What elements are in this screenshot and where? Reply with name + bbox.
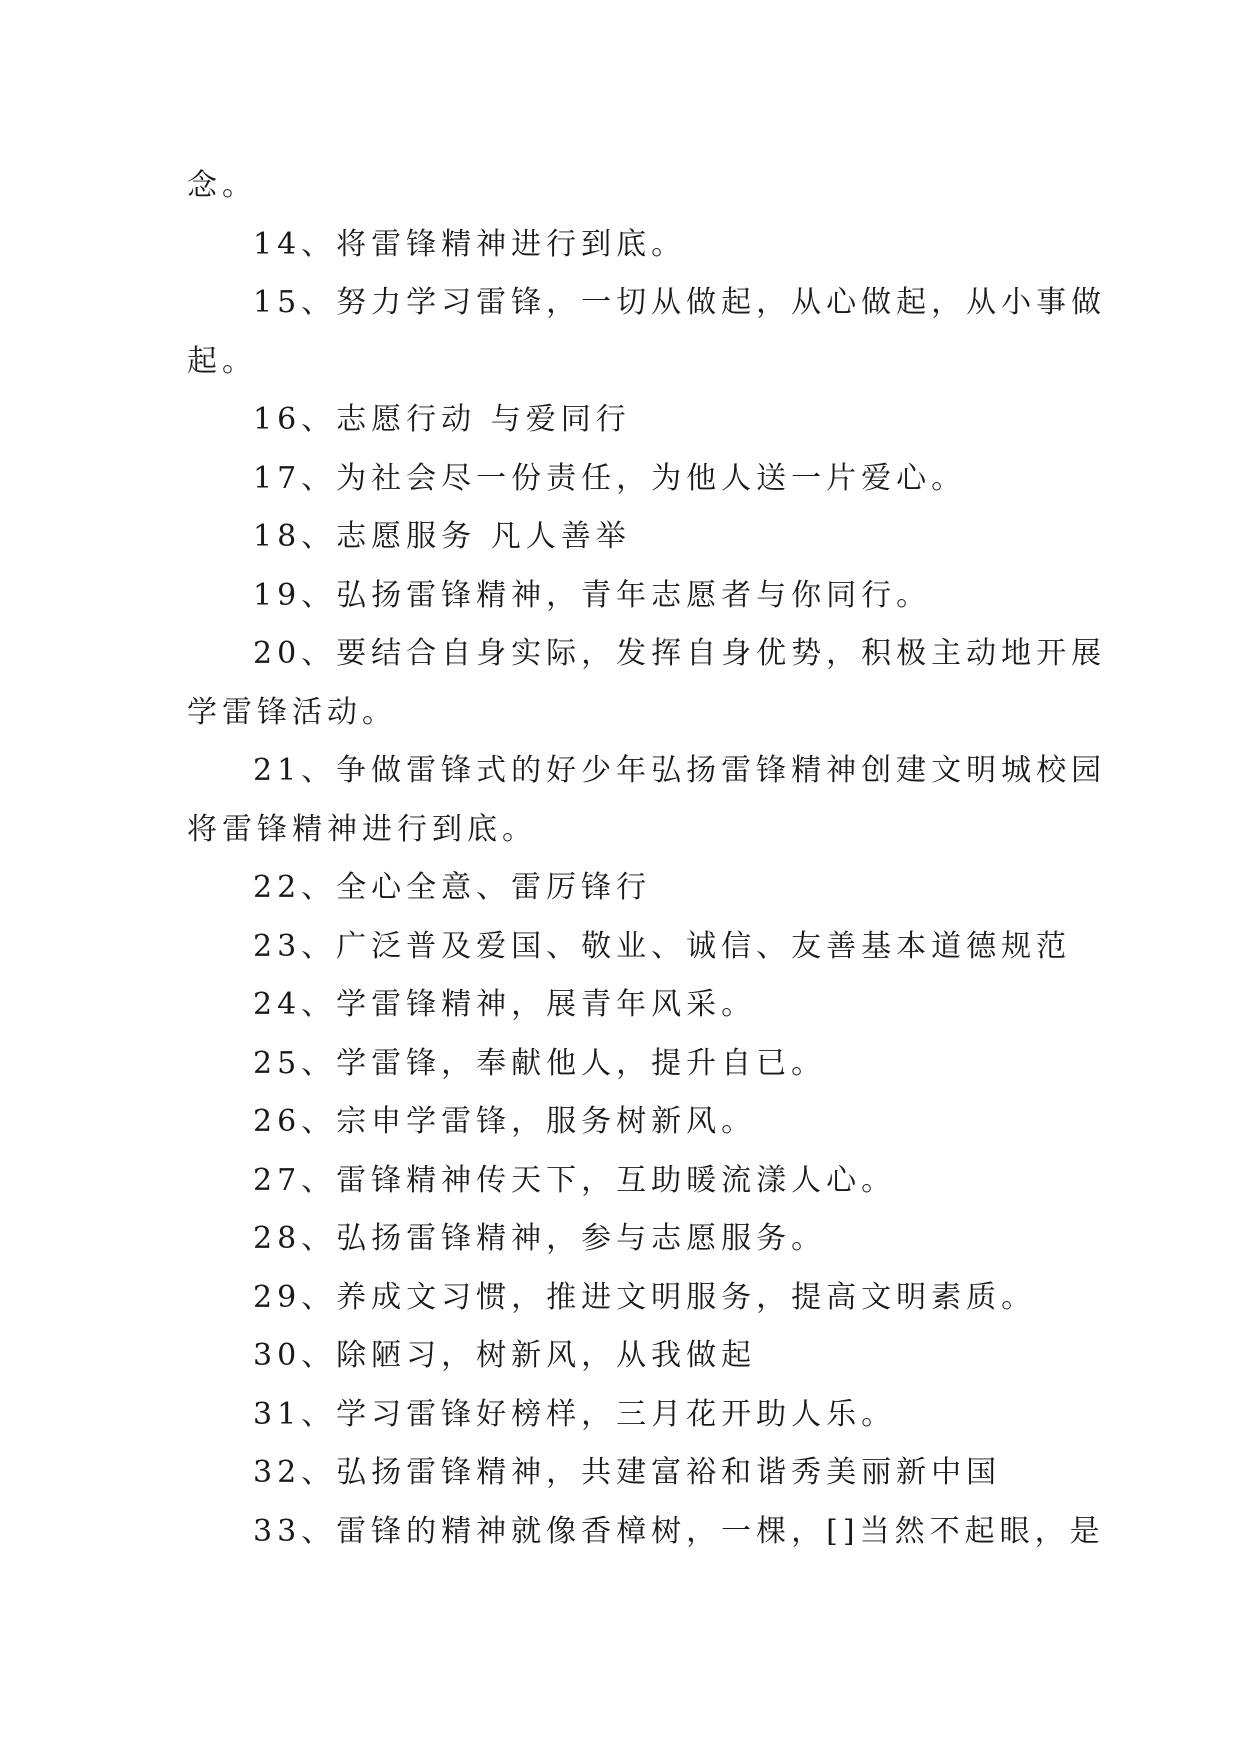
text-line: 19、弘扬雷锋精神，青年志愿者与你同行。 [253,577,932,613]
text-line: 15、努力学习雷锋，一切从做起，从心做起，从小事做 [253,285,1107,320]
text-line: 23、广泛普及爱国、敬业、诚信、友善基本道德规范 [253,928,1072,964]
text-line: 28、弘扬雷锋精神，参与志愿服务。 [253,1221,827,1256]
text-line: 32、弘扬雷锋精神，共建富裕和谐秀美丽新中国 [253,1455,1002,1490]
text-line: 起。 [187,343,257,379]
text-line: 17、为社会尽一份责任，为他人送一片爱心。 [253,460,967,496]
text-line: 14、将雷锋精神进行到底。 [253,226,687,262]
text-line: 16、志愿行动 与爱同行 [253,402,631,437]
text-line: 学雷锋活动。 [187,694,397,730]
text-line: 将雷锋精神进行到底。 [187,811,537,847]
text-line: 21、争做雷锋式的好少年弘扬雷锋精神创建文明城校园 [253,753,1107,788]
text-line: 念。 [187,168,257,203]
text-line: 22、全心全意、雷厉锋行 [253,870,652,905]
text-line: 30、除陋习，树新风，从我做起 [253,1338,757,1373]
text-line: 26、宗申学雷锋，服务树新风。 [253,1104,757,1139]
text-line: 27、雷锋精神传天下，互助暖流漾人心。 [253,1162,897,1198]
text-line: 20、要结合自身实际，发挥自身优势，积极主动地开展 [253,636,1107,671]
text-line: 18、志愿服务 凡人善举 [253,519,631,554]
document-body [187,157,1107,1561]
text-line: 31、学习雷锋好榜样，三月花开助人乐。 [253,1396,897,1432]
text-line: 25、学雷锋，奉献他人，提升自已。 [253,1045,827,1081]
text-line: 29、养成文习惯，推进文明服务，提高文明素质。 [253,1279,1037,1315]
text-line: 24、学雷锋精神，展青年风采。 [253,987,757,1022]
text-line: 33、雷锋的精神就像香樟树，一棵，[]当然不起眼，是 [253,1513,1105,1549]
